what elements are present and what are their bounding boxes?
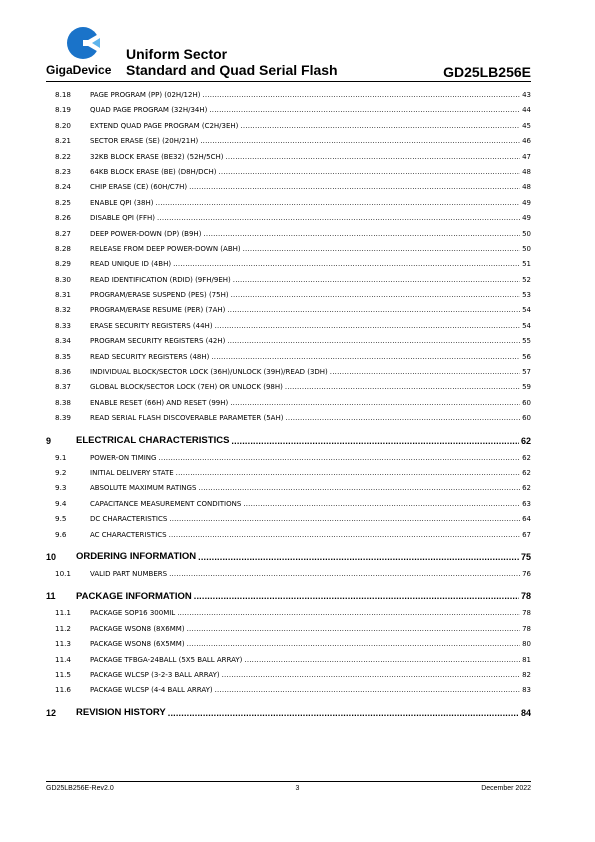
toc-leader-dots: [177, 609, 520, 617]
toc-entry-number: 11.1: [55, 608, 72, 618]
toc-entry-title: ELECTRICAL CHARACTERISTICS: [76, 435, 230, 447]
toc-entry-number: 8.21: [55, 136, 72, 146]
toc-leader-dots: [240, 122, 520, 130]
toc-entry-title: INDIVIDUAL BLOCK/SECTOR LOCK (36H)/UNLOCK (39H)/READ (3DH): [90, 368, 328, 377]
toc-entry-page: 56: [522, 352, 531, 361]
toc-entry-title: PACKAGE SOP16 300MIL: [90, 609, 176, 618]
toc-entry-page: 43: [522, 91, 531, 99]
toc-entry-number: 8.34: [55, 336, 72, 346]
title-line-1: Uniform Sector: [126, 46, 228, 62]
toc-entry-page: 83: [522, 686, 531, 695]
toc-entry-page: 84: [520, 707, 531, 718]
toc-section-entry[interactable]: [46, 701, 531, 725]
toc-entry-title: VALID PART NUMBERS: [90, 569, 168, 578]
toc-entry-title: PACKAGE WSON8 (6X5MM): [90, 640, 185, 649]
toc-leader-dots: [218, 168, 520, 176]
toc-entry-title: READ IDENTIFICATION (RDID) (9FH/9EH): [90, 275, 231, 284]
toc-entry-title: REVISION HISTORY: [76, 707, 166, 719]
toc-leader-dots: [285, 383, 520, 391]
toc-entry-number: 8.24: [55, 182, 72, 192]
toc-entry-number: 9.4: [55, 498, 67, 508]
toc-entry-number: 8.22: [55, 151, 72, 161]
toc-section-entry[interactable]: [46, 584, 531, 608]
toc-entry-number: 9.1: [55, 452, 67, 462]
toc-entry[interactable]: [46, 259, 531, 274]
toc-entry[interactable]: [46, 275, 531, 290]
toc-entry-page: 60: [522, 398, 531, 407]
toc-leader-dots: [226, 153, 521, 161]
toc-entry-number: 8.31: [55, 290, 72, 300]
toc-entry-title: ENABLE QPI (38H): [90, 198, 154, 207]
toc-entry[interactable]: [46, 514, 531, 529]
table-of-contents: [46, 90, 531, 725]
toc-entry-number: 12: [46, 707, 57, 718]
toc-entry[interactable]: [46, 624, 531, 639]
toc-entry-number: 8.19: [55, 105, 72, 115]
toc-leader-dots: [200, 137, 520, 145]
toc-entry-page: 50: [522, 229, 531, 238]
toc-entry-number: 11.5: [55, 669, 72, 679]
toc-leader-dots: [244, 656, 520, 664]
toc-leader-dots: [227, 337, 520, 345]
toc-entry-title: PROGRAM/ERASE SUSPEND (PES) (75H): [90, 291, 229, 300]
toc-entry-number: 9.3: [55, 483, 67, 493]
toc-entry-title: AC CHARACTERISTICS: [90, 530, 167, 539]
toc-entry-title: PACKAGE INFORMATION: [76, 590, 192, 602]
toc-entry-page: 75: [520, 551, 531, 562]
toc-leader-dots: [173, 260, 520, 268]
toc-entry-number: 8.28: [55, 243, 72, 253]
toc-entry-page: 49: [522, 214, 531, 223]
toc-entry-title: CHIP ERASE (CE) (60H/C7H): [90, 183, 188, 192]
toc-entry[interactable]: [46, 213, 531, 228]
toc-entry-title: SECTOR ERASE (SE) (20H/21H): [90, 137, 199, 146]
toc-entry-title: PROGRAM/ERASE RESUME (PER) (7AH): [90, 306, 226, 315]
toc-entry-title: POWER-ON TIMING: [90, 453, 157, 462]
toc-entry-title: EXTEND QUAD PAGE PROGRAM (C2H/3EH): [90, 121, 239, 130]
toc-entry-number: 8.36: [55, 367, 72, 377]
toc-entry[interactable]: [46, 398, 531, 413]
toc-leader-dots: [194, 591, 519, 601]
toc-entry-number: 9.2: [55, 467, 67, 477]
toc-entry-page: 62: [522, 453, 531, 462]
toc-leader-dots: [169, 531, 520, 539]
toc-entry-page: 81: [522, 655, 531, 664]
toc-entry-number: 8.38: [55, 397, 72, 407]
toc-entry-number: 8.30: [55, 274, 72, 284]
toc-section-entry[interactable]: [46, 429, 531, 453]
toc-entry[interactable]: [46, 305, 531, 320]
toc-entry-number: 8.35: [55, 351, 72, 361]
toc-entry-number: 8.20: [55, 120, 72, 130]
toc-entry-number: 8.18: [55, 90, 72, 99]
toc-entry-number: 9.6: [55, 529, 67, 539]
page-number: 3: [295, 785, 300, 792]
toc-entry-number: 11.4: [55, 654, 72, 664]
toc-entry-title: DC CHARACTERISTICS: [90, 515, 168, 524]
toc-entry-page: 78: [522, 624, 531, 633]
toc-entry-page: 50: [522, 244, 531, 253]
toc-entry-number: 11.3: [55, 639, 72, 649]
toc-entry-page: 82: [522, 670, 531, 679]
toc-entry-page: 57: [522, 368, 531, 377]
toc-entry-title: PACKAGE TFBGA-24BALL (5X5 BALL ARRAY): [90, 655, 243, 664]
toc-entry-title: DISABLE QPI (FFH): [90, 214, 155, 223]
toc-entry-title: INITIAL DELIVERY STATE: [90, 468, 174, 477]
toc-leader-dots: [211, 353, 520, 361]
toc-entry-page: 51: [522, 260, 531, 269]
toc-leader-dots: [227, 306, 520, 314]
logo-text: GigaDevice: [46, 63, 112, 77]
toc-entry-number: 10.1: [55, 568, 72, 578]
toc-entry-title: PACKAGE WSON8 (8X6MM): [90, 624, 185, 633]
toc-entry-number: 11: [46, 591, 56, 602]
toc-entry[interactable]: [46, 530, 531, 545]
toc-entry-number: 8.26: [55, 213, 72, 223]
toc-leader-dots: [285, 414, 520, 422]
toc-entry-page: 62: [520, 435, 531, 446]
toc-leader-dots: [330, 368, 520, 376]
toc-leader-dots: [187, 625, 521, 633]
toc-entry[interactable]: [46, 639, 531, 654]
toc-entry-title: GLOBAL BLOCK/SECTOR LOCK (7EH) OR UNLOCK (98H): [90, 383, 283, 392]
toc-entry[interactable]: [46, 569, 531, 584]
footer-date: December 2022: [481, 785, 531, 792]
toc-entry[interactable]: [46, 121, 531, 136]
toc-entry[interactable]: [46, 90, 531, 105]
toc-entry-page: 52: [522, 275, 531, 284]
toc-entry-page: 62: [522, 468, 531, 477]
toc-entry[interactable]: [46, 152, 531, 167]
toc-entry-title: PACKAGE WLCSP (3-2-3 BALL ARRAY): [90, 670, 220, 679]
toc-leader-dots: [215, 322, 521, 330]
toc-entry[interactable]: [46, 367, 531, 382]
toc-entry[interactable]: [46, 336, 531, 351]
toc-entry-title: ENABLE RESET (66H) AND RESET (99H): [90, 398, 229, 407]
toc-leader-dots: [233, 276, 520, 284]
toc-entry[interactable]: [46, 352, 531, 367]
toc-leader-dots: [231, 436, 519, 446]
toc-entry-number: 9.5: [55, 514, 67, 524]
toc-entry-page: 59: [522, 383, 531, 392]
toc-entry-number: 8.33: [55, 320, 72, 330]
title-line-2: Standard and Quad Serial Flash: [126, 62, 338, 78]
toc-leader-dots: [230, 399, 520, 407]
toc-entry[interactable]: [46, 483, 531, 498]
toc-entry-number: 11.6: [55, 685, 72, 695]
toc-entry-number: 8.25: [55, 197, 72, 207]
toc-entry[interactable]: [46, 413, 531, 428]
toc-entry[interactable]: [46, 499, 531, 514]
toc-entry-number: 8.27: [55, 228, 72, 238]
toc-entry-title: RELEASE FROM DEEP POWER-DOWN (ABH): [90, 244, 241, 253]
toc-leader-dots: [198, 552, 519, 562]
toc-entry-page: 46: [522, 137, 531, 146]
toc-leader-dots: [222, 671, 520, 679]
toc-entry-page: 54: [522, 321, 531, 330]
toc-entry-page: 63: [522, 499, 531, 508]
toc-entry-number: 8.29: [55, 259, 72, 269]
toc-entry-page: 62: [522, 484, 531, 493]
toc-entry[interactable]: [46, 468, 531, 483]
toc-entry-page: 47: [522, 152, 531, 161]
footer-divider: [46, 781, 531, 782]
toc-entry[interactable]: [46, 290, 531, 305]
toc-leader-dots: [198, 484, 520, 492]
toc-entry[interactable]: [46, 382, 531, 397]
toc-leader-dots: [155, 199, 520, 207]
toc-entry[interactable]: [46, 685, 531, 700]
toc-entry-title: PACKAGE WLCSP (4-4 BALL ARRAY): [90, 686, 213, 695]
toc-entry-page: 80: [522, 640, 531, 649]
toc-entry-number: 11.2: [55, 623, 72, 633]
toc-entry-page: 48: [522, 167, 531, 176]
toc-leader-dots: [215, 686, 520, 694]
toc-leader-dots: [209, 106, 520, 114]
toc-leader-dots: [187, 640, 521, 648]
toc-entry[interactable]: [46, 244, 531, 259]
toc-entry-page: 55: [522, 337, 531, 346]
toc-leader-dots: [176, 469, 520, 477]
toc-entry-title: ORDERING INFORMATION: [76, 551, 197, 563]
toc-leader-dots: [157, 214, 520, 222]
toc-entry[interactable]: [46, 608, 531, 623]
toc-entry-page: 76: [522, 569, 531, 578]
toc-entry-page: 78: [520, 591, 531, 602]
toc-entry-page: 53: [522, 291, 531, 300]
toc-leader-dots: [231, 291, 520, 299]
toc-leader-dots: [169, 570, 520, 578]
toc-entry[interactable]: [46, 136, 531, 151]
toc-entry-page: 67: [522, 530, 531, 539]
toc-entry-number: 8.37: [55, 382, 72, 392]
part-number: GD25LB256E: [443, 64, 531, 80]
toc-entry-number: 8.23: [55, 166, 72, 176]
header-divider: [46, 81, 531, 82]
toc-entry-page: 45: [522, 121, 531, 130]
document-title: [126, 46, 338, 78]
toc-entry-title: READ SECURITY REGISTERS (48H): [90, 352, 210, 361]
toc-entry[interactable]: [46, 670, 531, 685]
toc-entry-page: 44: [522, 106, 531, 115]
toc-entry-page: 49: [522, 198, 531, 207]
toc-entry-title: ABSOLUTE MAXIMUM RATINGS: [90, 484, 197, 493]
toc-entry-page: 78: [522, 609, 531, 618]
toc-entry[interactable]: [46, 655, 531, 670]
toc-entry[interactable]: [46, 229, 531, 244]
toc-entry-title: ERASE SECURITY REGISTERS (44H): [90, 321, 213, 330]
toc-entry-page: 60: [522, 414, 531, 423]
toc-entry-number: 10: [46, 551, 57, 562]
toc-entry[interactable]: [46, 182, 531, 197]
toc-entry[interactable]: [46, 198, 531, 213]
toc-leader-dots: [169, 515, 520, 523]
toc-entry-title: 64KB BLOCK ERASE (BE) (D8H/DCH): [90, 167, 217, 176]
toc-leader-dots: [189, 183, 520, 191]
toc-entry-title: QUAD PAGE PROGRAM (32H/34H): [90, 106, 208, 115]
toc-leader-dots: [168, 708, 519, 718]
toc-entry[interactable]: [46, 321, 531, 336]
toc-entry-title: PROGRAM SECURITY REGISTERS (42H): [90, 337, 226, 346]
toc-entry-title: DEEP POWER-DOWN (DP) (B9H): [90, 229, 202, 238]
toc-entry-title: READ UNIQUE ID (4BH): [90, 260, 172, 269]
toc-entry-title: READ SERIAL FLASH DISCOVERABLE PARAMETER (5AH): [90, 414, 284, 423]
toc-entry-number: 8.39: [55, 413, 72, 423]
toc-section-entry[interactable]: [46, 545, 531, 569]
toc-leader-dots: [243, 245, 520, 253]
toc-entry[interactable]: [46, 167, 531, 182]
footer-revision: GD25LB256E-Rev2.0: [46, 785, 114, 792]
toc-entry-title: PAGE PROGRAM (PP) (02H/12H): [90, 91, 201, 99]
toc-entry-title: 32KB BLOCK ERASE (BE32) (52H/5CH): [90, 152, 224, 161]
toc-leader-dots: [202, 91, 520, 99]
toc-entry-number: 8.32: [55, 305, 72, 315]
toc-leader-dots: [203, 230, 520, 238]
toc-leader-dots: [158, 454, 520, 462]
toc-entry-page: 48: [522, 183, 531, 192]
toc-leader-dots: [243, 500, 520, 508]
toc-entry-page: 64: [522, 515, 531, 524]
toc-entry-title: CAPACITANCE MEASUREMENT CONDITIONS: [90, 499, 242, 508]
toc-entry-page: 54: [522, 306, 531, 315]
toc-entry[interactable]: [46, 453, 531, 468]
toc-entry[interactable]: [46, 105, 531, 120]
toc-entry-number: 9: [46, 435, 52, 446]
